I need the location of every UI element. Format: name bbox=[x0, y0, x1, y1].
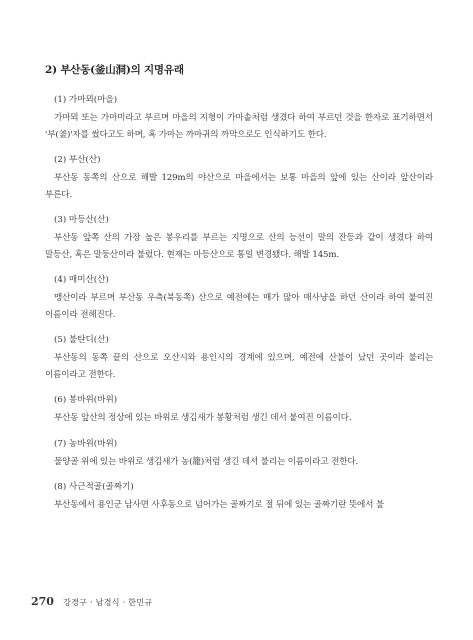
entry-body: 부산동의 동쪽 끝의 산으로 오산시와 용인시의 경계에 있으며, 예전에 산불이 났던 곳이라 불리는 이름이라고 전한다. bbox=[45, 353, 433, 380]
list-item bbox=[45, 438, 433, 471]
list-item bbox=[45, 94, 433, 143]
entry-title: (7) 농바위(바위) bbox=[54, 438, 118, 449]
entry-body: 부산동 앞쪽 산의 가장 높은 봉우리를 부르는 지명으로 산의 능선이 말의 잔등과 같이 생겼다 하여 말등산, 혹은 말둥산이라 불렀다. 현재는 마등산으로 통일 변경됐다. 해발 145m. bbox=[45, 233, 433, 260]
page-footer bbox=[31, 590, 152, 609]
entry-title: (6) 봉바위(바위) bbox=[54, 395, 118, 405]
list-item bbox=[45, 334, 433, 383]
entry-title: (1) 가마뫼(마을) bbox=[54, 95, 118, 105]
entry-title: (8) 사근적골(골짜기) bbox=[54, 482, 134, 492]
footer-authors: 강경구 · 남경식 · 한민규 bbox=[63, 598, 153, 607]
list-item bbox=[45, 274, 433, 323]
entry-title: (2) 부산(산) bbox=[54, 155, 101, 165]
page-number: 270 bbox=[31, 595, 54, 608]
entry-body: 가마뫼 또는 가마미라고 부르며 마을의 지형이 가마솥처럼 생겼다 하여 부르던 것을 한자로 표기하면서 '부(釜)'자를 썼다고도 하며, 혹 가마는 까마귀의 까막으로도 인식하기도 한다. bbox=[45, 113, 433, 140]
entry-title: (5) 불탄디(산) bbox=[54, 335, 109, 345]
entry-title: (4) 매미산(산) bbox=[54, 275, 109, 285]
list-item bbox=[45, 214, 433, 263]
entry-list bbox=[45, 94, 433, 525]
list-item bbox=[45, 394, 433, 427]
entry-body: 부산동 앞산의 정상에 있는 바위로 생김새가 봉황처럼 생긴 데서 붙여진 이름이다. bbox=[54, 413, 352, 423]
list-item bbox=[45, 481, 433, 514]
entry-title: (3) 마등산(산) bbox=[54, 215, 109, 225]
section-title: 2) 부산동(釜山洞)의 지명유래 bbox=[45, 64, 184, 76]
list-item bbox=[45, 154, 433, 203]
entry-body: 맹산이라 부르며 부산동 우측(북동쪽) 산으로 예전에는 매가 많아 매사냥을 하던 산이라 하여 붙여진 이름이라 전해진다. bbox=[45, 293, 433, 320]
entry-body: 물양골 위에 있는 바위로 생김새가 농(籠)처럼 생긴 데서 불리는 이름이라고 전한다. bbox=[54, 456, 359, 467]
entry-body: 부산동에서 용인군 남사면 사후동으로 넘어가는 골짜기로 절 뒤에 있는 골짜기란 뜻에서 불 bbox=[54, 500, 385, 510]
entry-body: 부산동 동쪽의 산으로 해발 129m의 야산으로 마을에서는 보통 마을의 앞에 있는 산이라 앞산이라 부른다. bbox=[45, 173, 433, 200]
